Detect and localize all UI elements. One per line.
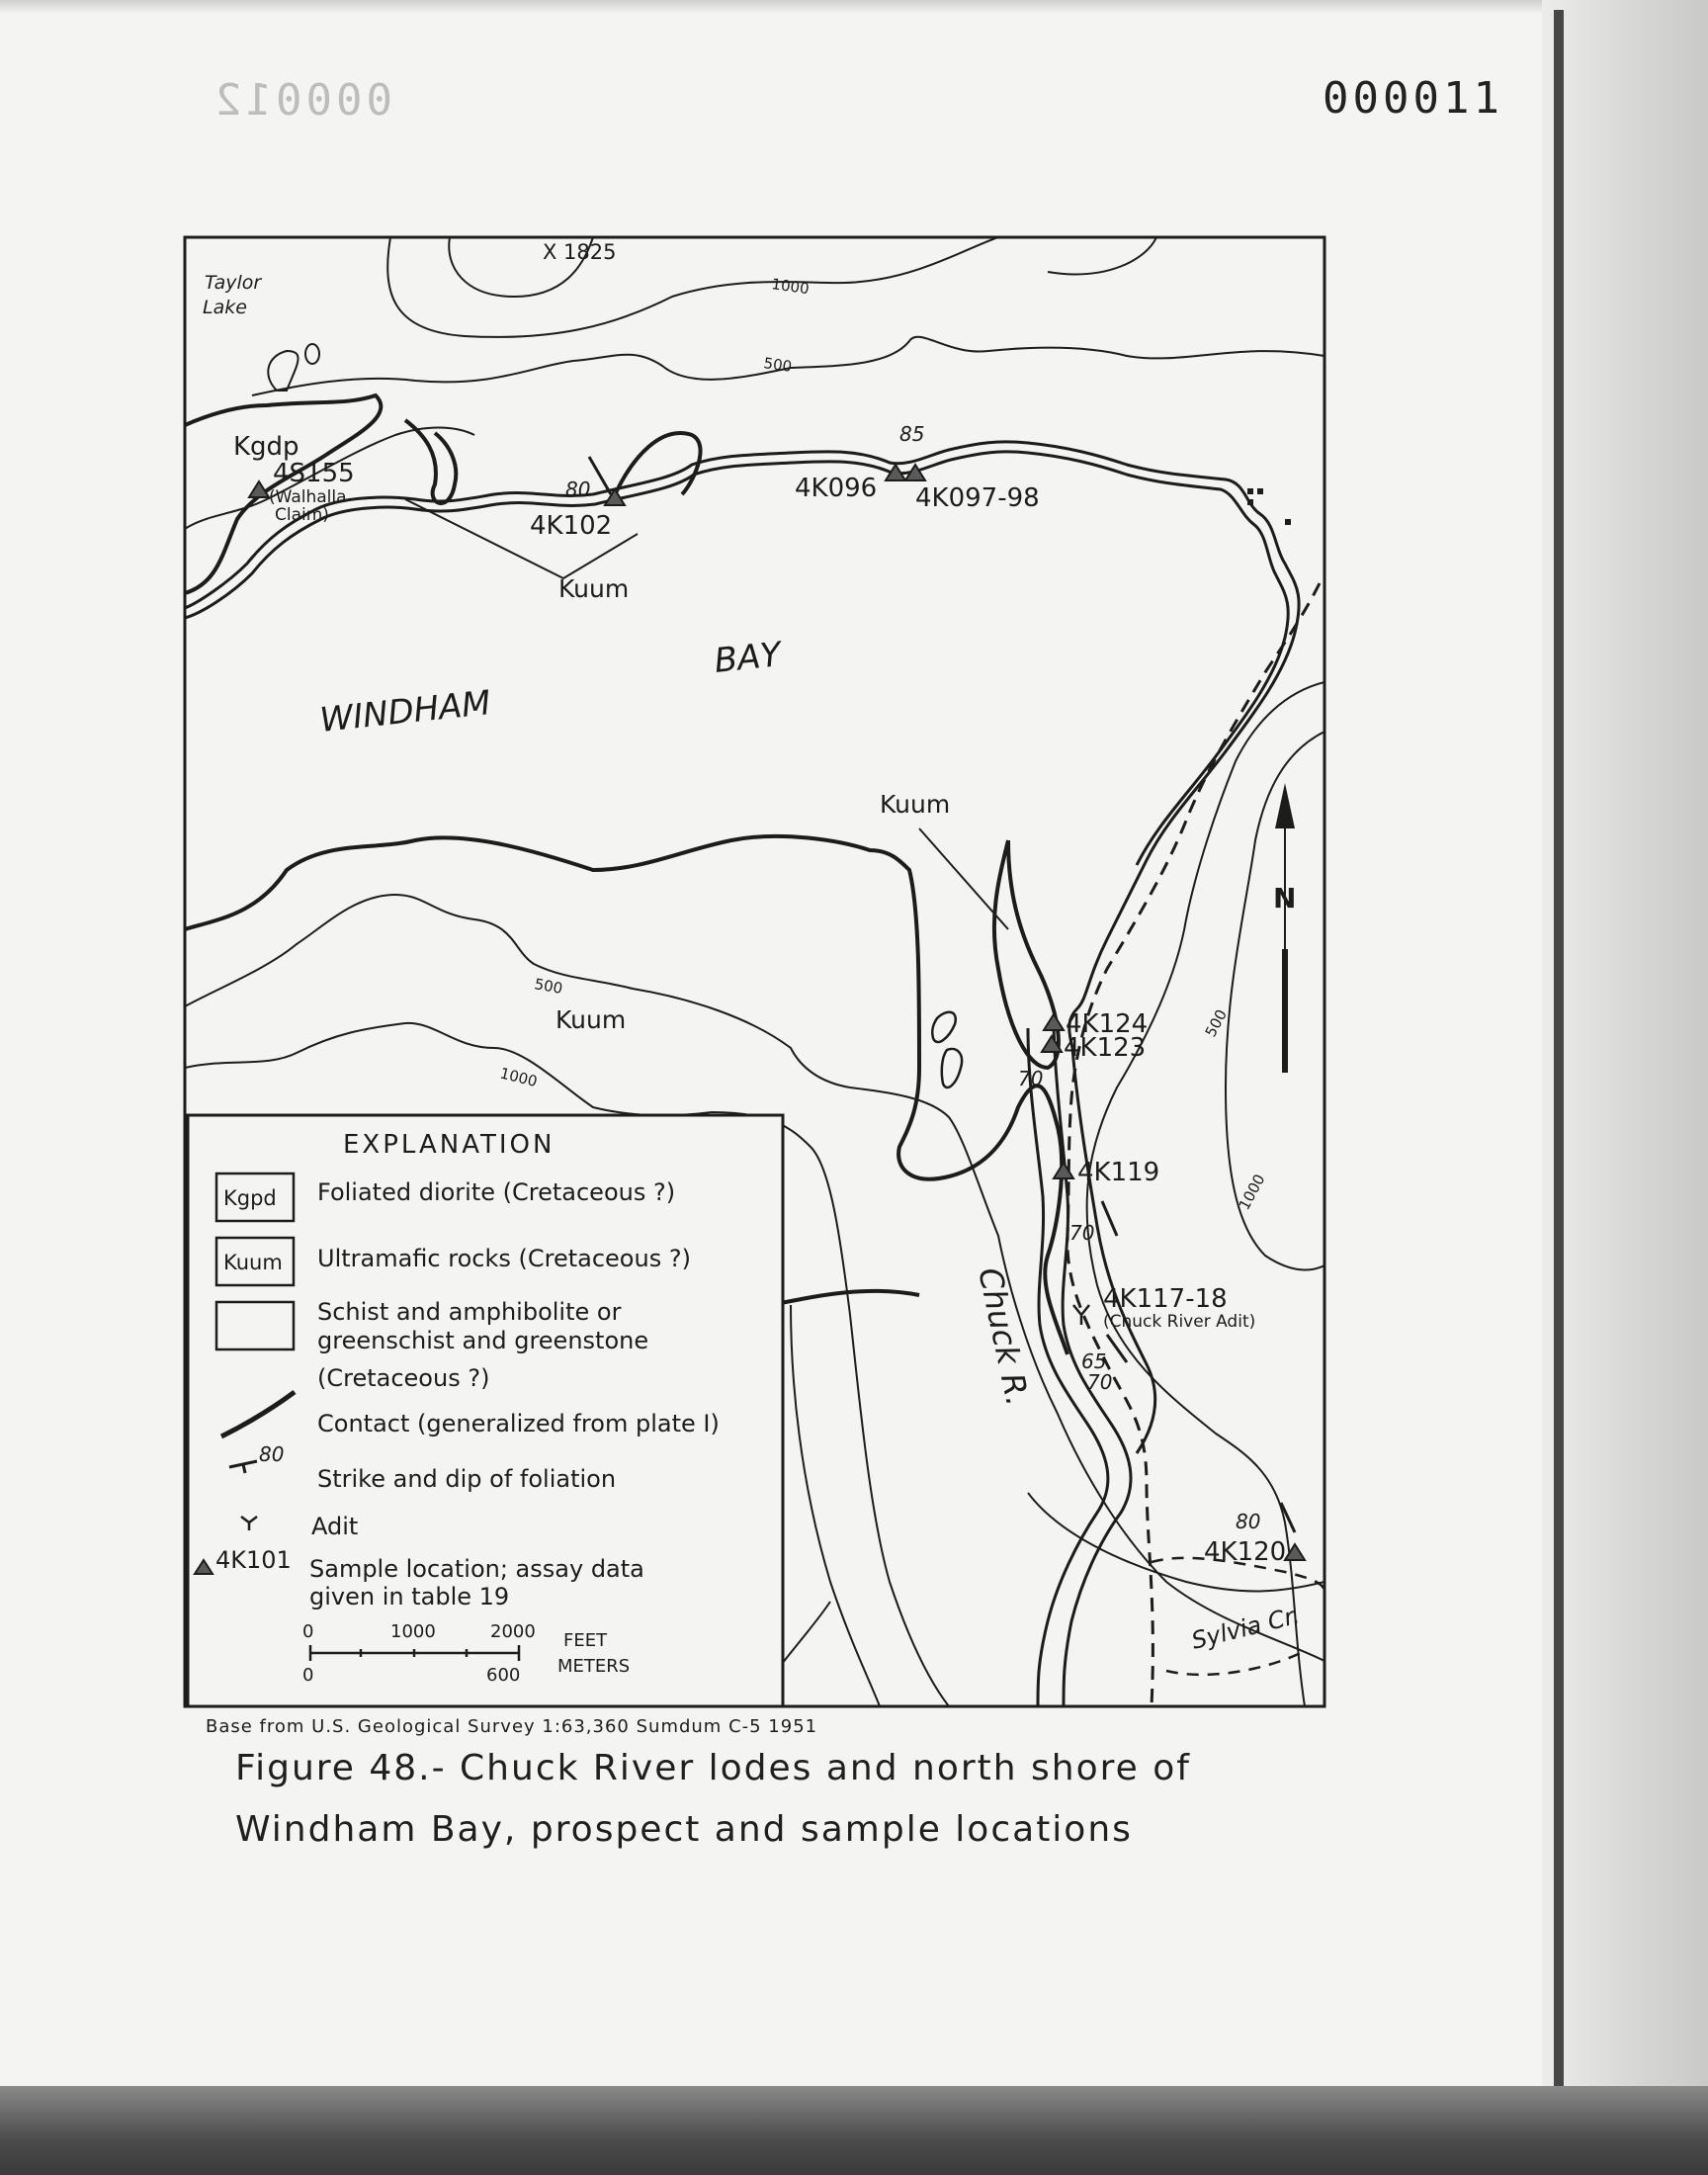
sample-note: (Walhalla	[269, 487, 347, 507]
dip-label: 70	[1087, 1370, 1113, 1394]
contour-label: 500	[1201, 1006, 1231, 1040]
legend-text: Schist and amphibolite or	[317, 1298, 622, 1326]
figure-caption-line-2: Windham Bay, prospect and sample locations	[235, 1809, 1133, 1850]
shoreline	[185, 442, 1299, 1048]
building-symbol	[1247, 499, 1253, 505]
sample-label: 4K117-18	[1103, 1284, 1228, 1314]
island	[932, 1012, 956, 1042]
unit-label-kgdp: Kgdp	[233, 432, 299, 462]
legend-text: Strike and dip of foliation	[317, 1465, 617, 1493]
unit-label-kuum: Kuum	[880, 790, 951, 819]
legend-title: EXPLANATION	[343, 1130, 555, 1160]
lake-label: Lake	[203, 297, 247, 318]
river-label: Chuck R.	[971, 1263, 1037, 1410]
legend-box	[188, 1115, 783, 1706]
leader-line	[919, 828, 1008, 929]
base-note: Base from U.S. Geological Survey 1:63,360 Sumdum C-5 1951	[206, 1716, 818, 1737]
contour-label: 1000	[770, 275, 811, 299]
strike-symbol	[589, 457, 611, 494]
sample-label: 4K119	[1077, 1158, 1160, 1187]
contour-line	[387, 237, 998, 337]
legend-text: Ultramafic rocks (Cretaceous ?)	[317, 1245, 691, 1272]
sample-triangle	[1054, 1163, 1073, 1178]
legend-text: greenschist and greenstone	[317, 1327, 649, 1354]
sample-label: 4K124	[1066, 1009, 1149, 1039]
sample-triangle	[1044, 1014, 1064, 1030]
contour-line	[1048, 237, 1156, 274]
trail	[1166, 1651, 1305, 1675]
scale-tick-label: 600	[486, 1665, 521, 1686]
contour-label: 500	[762, 354, 794, 376]
contact-line	[781, 1291, 919, 1303]
island	[942, 1049, 962, 1088]
river-channel	[1072, 1048, 1155, 1453]
sample-label: 4K120	[1204, 1537, 1287, 1567]
contour-line	[1226, 732, 1324, 1269]
sample-note: (Chuck River Adit)	[1103, 1312, 1256, 1332]
water-label-bay: BAY	[712, 635, 783, 681]
scale-tick-label: 0	[302, 1665, 314, 1686]
creek-label: Sylvia Cr.	[1188, 1601, 1303, 1655]
scale-tick-label: 2000	[490, 1621, 536, 1642]
peak-label: X 1825	[543, 240, 617, 264]
mirrored-page-number: 000012	[212, 75, 392, 126]
dip-label: 80	[1236, 1510, 1261, 1533]
legend-dip-label: 80	[259, 1442, 285, 1466]
legend-text: Foliated diorite (Cretaceous ?)	[317, 1178, 676, 1206]
legend-text: Adit	[311, 1513, 359, 1540]
contour-line	[791, 1305, 880, 1706]
sample-label: 4K097-98	[915, 483, 1040, 513]
sample-label: 4K123	[1064, 1033, 1147, 1063]
legend-symbol: Kuum	[223, 1251, 283, 1274]
dip-label: 65	[1081, 1349, 1107, 1373]
contact-line	[994, 840, 1059, 1068]
legend-text: Sample location; assay data	[309, 1555, 644, 1583]
dip-label: 70	[1018, 1067, 1044, 1090]
sample-label: 4K096	[795, 474, 878, 503]
pond	[305, 344, 319, 364]
unit-label-kuum: Kuum	[555, 1005, 627, 1034]
contact-line	[405, 420, 456, 503]
contour-label: 1000	[1235, 1171, 1269, 1213]
strike-symbol	[1107, 1335, 1127, 1362]
strike-symbol	[1102, 1201, 1117, 1236]
contour-label: 500	[533, 975, 564, 998]
legend-text: (Cretaceous ?)	[317, 1364, 490, 1392]
legend-sample-label: 4K101	[215, 1546, 292, 1574]
figure-caption-line-1: Figure 48.- Chuck River lodes and north shore of	[235, 1748, 1191, 1788]
sample-label: 4K102	[530, 511, 613, 541]
building-symbol	[1247, 488, 1253, 494]
dip-label: 70	[1069, 1221, 1095, 1245]
legend-text: given in table 19	[309, 1583, 510, 1610]
contour-label: 1000	[498, 1064, 540, 1091]
scale-unit: FEET	[563, 1630, 608, 1651]
scale-tick-label: 1000	[390, 1621, 436, 1642]
north-arrow-head	[1275, 783, 1295, 828]
scale-unit: METERS	[557, 1656, 631, 1677]
water-label-windham: WINDHAM	[317, 683, 493, 740]
dip-label: 85	[899, 422, 925, 446]
unit-label-kuum: Kuum	[558, 574, 630, 603]
sample-label: 4S155	[273, 459, 355, 488]
dip-label: 80	[565, 478, 591, 501]
north-label: N	[1273, 882, 1297, 914]
sample-note: Claim)	[275, 505, 329, 525]
lake-label: Taylor	[205, 272, 262, 294]
legend-symbol: Kgpd	[223, 1186, 277, 1210]
page-number: 000011	[1323, 73, 1503, 124]
contour-line	[268, 351, 298, 391]
building-symbol	[1285, 519, 1291, 525]
legend-text: Contact (generalized from plate I)	[317, 1410, 720, 1437]
scale-tick-label: 0	[302, 1621, 314, 1642]
scan-bottom-band	[0, 2086, 1708, 2175]
building-symbol	[1257, 488, 1263, 494]
